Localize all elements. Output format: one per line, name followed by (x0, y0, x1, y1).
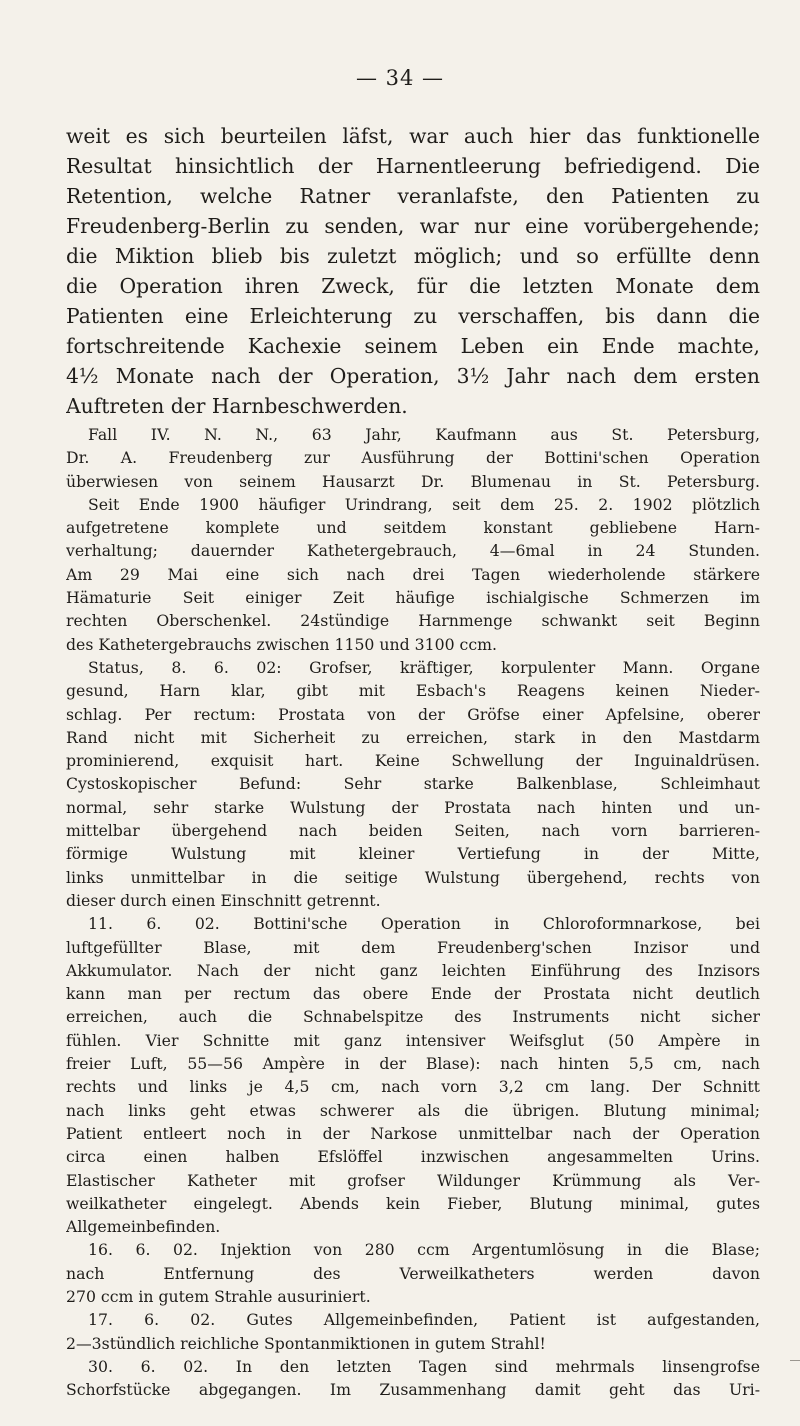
text-line: Fall IV. N. N., 63 Jahr, Kaufmann aus St. Petersburg, (88, 425, 760, 444)
text-line: Schorfstücke abgegangen. Im Zusammenhang damit geht das Uri- (66, 1380, 760, 1400)
text-line: 2—3stündlich reichliche Spontanmiktionen in gutem Strahl! (66, 1333, 546, 1353)
text-line: 270 ccm in gutem Strahle ausuriniert. (66, 1286, 371, 1306)
text-line: 11. 6. 02. Bottini'sche Operation in Chloroformnarkose, bei (88, 914, 760, 934)
text-line: Seit Ende 1900 häufiger Urindrang, seit dem 25. 2. 1902 plötzlich (88, 494, 760, 514)
text-line: Dr. A. Freudenberg zur Ausführung der Bottini'schen Operation (66, 448, 760, 468)
text-line: weit es sich beurteilen läfst, war auch hier das funktionelle (66, 124, 760, 148)
text-line: aufgetretene komplete und seitdem konstant gebliebene Harn- (66, 518, 760, 538)
page-number: — 34 — (355, 66, 445, 90)
paragraph-conclusion (66, 121, 760, 421)
text-line: Resultat hinsichtlich der Harnentleerung befriedigend. Die (66, 154, 760, 178)
text-line: prominierend, exquisit hart. Keine Schwellung der Inguinaldrüsen. (66, 751, 760, 771)
text-line: nach links geht etwas schwerer als die übrigen. Blutung minimal; (66, 1100, 760, 1120)
text-line: weilkatheter eingelegt. Abends kein Fieber, Blutung minimal, gutes (66, 1193, 760, 1213)
text-line: Rand nicht mit Sicherheit zu erreichen, stark in den Mastdarm (66, 727, 760, 747)
text-line: kann man per rectum das obere Ende der Prostata nicht deutlich (66, 984, 760, 1004)
text-line: die Operation ihren Zweck, für die letzten Monate dem (66, 274, 760, 298)
text-line: rechten Oberschenkel. 24stündige Harnmenge schwankt seit Beginn (66, 611, 760, 631)
text-line: überwiesen von seinem Hausarzt Dr. Blumenau in St. Petersburg. (66, 471, 760, 491)
text-line: dieser durch einen Einschnitt getrennt. (66, 890, 381, 910)
text-line: 17. 6. 02. Gutes Allgemeinbefinden, Patient ist aufgestanden, (88, 1310, 760, 1330)
text-line: freier Luft, 55—56 Ampère in der Blase): nach hinten 5,5 cm, nach (66, 1054, 760, 1074)
text-line: normal, sehr starke Wulstung der Prostata nach hinten und un- (66, 797, 760, 817)
text-line: rechts und links je 4,5 cm, nach vorn 3,2 cm lang. Der Schnitt (66, 1077, 760, 1097)
text-line: des Kathetergebrauchs zwischen 1150 und 3100 ccm. (66, 634, 497, 654)
text-line: nach Entfernung des Verweilkatheters werden davon (66, 1263, 760, 1283)
text-line: Hämaturie Seit einiger Zeit häufige ischialgische Schmerzen im (66, 588, 760, 608)
text-line: Retention, welche Ratner veranlafste, den Patienten zu (66, 184, 760, 208)
text-line: 4½ Monate nach der Operation, 3½ Jahr nach dem ersten (66, 364, 760, 388)
text-line: fühlen. Vier Schnitte mit ganz intensiver Weifsglut (50 Ampère in (66, 1030, 760, 1050)
text-line: 16. 6. 02. Injektion von 280 ccm Argentumlösung in die Blase; (88, 1240, 760, 1260)
text-line: 30. 6. 02. In den letzten Tagen sind mehrmals linsengrofse (88, 1356, 760, 1376)
text-line: verhaltung; dauernder Kathetergebrauch, 4—6mal in 24 Stunden. (66, 541, 760, 561)
text-line: gesund, Harn klar, gibt mit Esbach's Reagens keinen Nieder- (66, 681, 760, 701)
text-line: Auftreten der Harnbeschwerden. (66, 394, 408, 418)
text-line: erreichen, auch die Schnabelspitze des Instruments nicht sicher (66, 1007, 760, 1027)
text-line: luftgefüllter Blase, mit dem Freudenberg'schen Inzisor und (66, 937, 760, 957)
case-report-fall-iv (66, 423, 760, 1401)
text-line: Freudenberg-Berlin zu senden, war nur eine vorübergehende; (66, 214, 760, 238)
text-line: links unmittelbar in die seitige Wulstung übergehend, rechts von (66, 867, 760, 887)
text-line: mittelbar übergehend nach beiden Seiten, nach vorn barrieren- (66, 821, 760, 841)
text-line: Patienten eine Erleichterung zu verschaffen, bis dann die (66, 304, 760, 328)
text-line: Am 29 Mai eine sich nach drei Tagen wiederholende stärkere (66, 564, 760, 584)
text-line: schlag. Per rectum: Prostata von der Gröfse einer Apfelsine, oberer (66, 704, 760, 724)
text-line: Allgemeinbefinden. (66, 1217, 221, 1237)
text-line: Akkumulator. Nach der nicht ganz leichten Einführung des Inzisors (66, 960, 760, 980)
text-line: Elastischer Katheter mit grofser Wildunger Krümmung als Ver- (66, 1170, 760, 1190)
text-line: förmige Wulstung mit kleiner Vertiefung in der Mitte, (66, 844, 760, 864)
text-line: fortschreitende Kachexie seinem Leben ein Ende machte, (66, 334, 760, 358)
text-line: die Miktion blieb bis zuletzt möglich; und so erfüllte denn (66, 244, 760, 268)
page-edge-mark (790, 1360, 800, 1361)
text-line: circa einen halben Efslöffel inzwischen angesammelten Urins. (66, 1147, 760, 1167)
text-line: Patient entleert noch in der Narkose unmittelbar nach der Operation (66, 1123, 760, 1143)
text-line: Status, 8. 6. 02: Grofser, kräftiger, korpulenter Mann. Organe (88, 657, 760, 677)
text-line: Cystoskopischer Befund: Sehr starke Balkenblase, Schleimhaut (66, 774, 760, 794)
